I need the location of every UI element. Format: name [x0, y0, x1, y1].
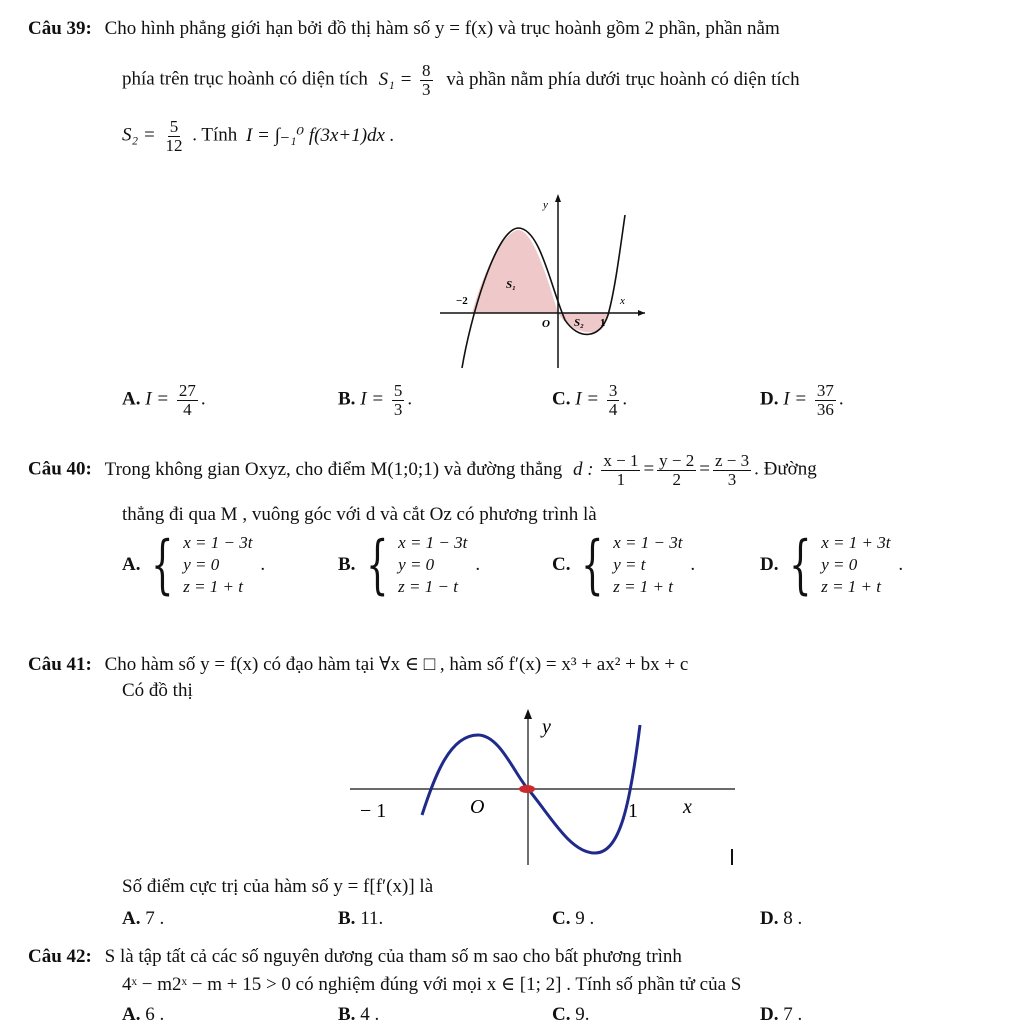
frac-den: 1 [616, 469, 626, 489]
option-letter: B. [338, 908, 356, 929]
d-frac-y [657, 452, 696, 489]
q41-label: Câu 41: [28, 654, 92, 675]
s1-den: 3 [422, 79, 431, 99]
q41-option-d[interactable] [760, 908, 802, 930]
s2-lhs: S₂ = [122, 124, 156, 146]
q42-line1 [28, 946, 682, 968]
option-lhs: I = [783, 388, 808, 410]
s1-fraction [420, 62, 433, 99]
graph2-x-label: x [683, 796, 692, 818]
option-den: 36 [816, 399, 834, 419]
d-frac-x [601, 452, 640, 489]
option-text: 11. [360, 908, 384, 929]
option-num: 37 [816, 381, 834, 400]
sys-line2: y = 0 [183, 555, 220, 575]
graph1-minus2-label: −2 [456, 295, 468, 307]
q39-graph [440, 190, 650, 370]
option-num: 27 [178, 381, 196, 400]
s2-den: 12 [165, 135, 183, 155]
q42-label: Câu 42: [28, 946, 92, 967]
sys-line2: y = t [613, 555, 646, 575]
d-frac-z [713, 452, 751, 489]
option-den: 4 [608, 399, 618, 419]
option-letter: B. [338, 388, 356, 410]
option-fraction [607, 382, 620, 419]
q41-line3 [122, 876, 433, 898]
option-letter: C. [552, 1004, 571, 1025]
graph1-s1-label: S₁ [506, 279, 516, 291]
brace-icon: { [581, 528, 605, 603]
option-lhs: I = [575, 388, 600, 410]
graph1-s2-label: S₂ [574, 317, 584, 329]
q39-text1: Cho hình phẳng giới hạn bởi đồ thị hàm số y = f(x) và trục hoành gồm 2 phần, phần nằm [104, 18, 780, 39]
graph1-x-label: x [620, 295, 625, 307]
q39-option-c[interactable] [552, 382, 627, 419]
brace-icon: { [789, 528, 813, 603]
graph1-o-label: O [542, 318, 550, 330]
cursor-mark [731, 849, 733, 865]
option-tail: . [898, 554, 904, 576]
q41-text1: Cho hàm số y = f(x) có đạo hàm tại ∀x ∈ □ , hàm số f′(x) = x³ + ax² + bx + c [104, 654, 689, 675]
option-tail: . [690, 554, 696, 576]
sys-line3: z = 1 + t [613, 577, 673, 597]
s2-fraction [163, 118, 184, 155]
sys-line3: z = 1 + t [183, 577, 243, 597]
sys-line3: z = 1 − t [398, 577, 458, 597]
option-text: 4 . [360, 1004, 380, 1025]
q39-text2b: và phần nằm phía dưới trục hoành có diện tích [446, 68, 800, 90]
sys-line1: x = 1 + 3t [821, 533, 891, 552]
q39-line2 [122, 62, 800, 99]
q39-option-d[interactable] [760, 382, 844, 419]
q42-option-c[interactable] [552, 1004, 589, 1026]
q42-option-d[interactable] [760, 1004, 802, 1026]
option-tail: . [260, 554, 266, 576]
q41-text2: Có đồ thị [122, 680, 193, 701]
graph1-one-label: 1 [600, 317, 606, 329]
q40-line1: Câu 40: Trong không gian Oxyz, cho điểm M(1;0;1) và đường thẳng d : $\frac{x - 1}{1}$ = $\frac{y - 2}{2}$ = $\frac{z - 3}{3}$ . Đường [28, 451, 817, 489]
q39-label: Câu 39: [28, 18, 92, 39]
q40-text2: thẳng đi qua M , vuông góc với d và cắt Oz có phương trình là [122, 504, 597, 525]
frac-den: 2 [672, 469, 681, 489]
graph2-one-label: 1 [628, 800, 638, 822]
sys-line1: x = 1 − 3t [183, 533, 253, 552]
option-letter: B. [338, 1004, 356, 1025]
frac-num: y − 2 [659, 451, 695, 470]
graph1-y-label: y [543, 199, 548, 211]
q40-option-b[interactable] [338, 528, 481, 603]
option-letter: D. [760, 1004, 779, 1025]
y-axis-arrow [524, 709, 532, 719]
q42-text1: S là tập tất cả các số nguyên dương của tham số m sao cho bất phương trình [104, 946, 682, 967]
option-lhs: I = [360, 388, 385, 410]
q40-option-c[interactable] [552, 528, 696, 603]
option-letter: A. [122, 554, 141, 576]
x-axis-arrow [638, 310, 645, 316]
option-den: 3 [393, 399, 403, 419]
option-text: 9. [575, 1004, 590, 1025]
option-text: 9 . [575, 908, 595, 929]
q40-text1b: . Đường [754, 458, 817, 480]
frac-den: 3 [727, 469, 737, 489]
origin-marker [519, 785, 535, 793]
q39-text3: . Tính [192, 124, 238, 146]
option-tail: . [838, 388, 844, 410]
brace-icon: { [151, 528, 175, 603]
sys-line1: x = 1 − 3t [613, 533, 683, 552]
q39-line3 [122, 118, 394, 155]
q40-option-d[interactable] [760, 528, 904, 603]
option-lhs: I = [145, 388, 170, 410]
q40-text1a: Trong không gian Oxyz, cho điểm M(1;0;1) và đường thẳng [104, 458, 563, 480]
option-tail: . [200, 388, 206, 410]
d-label: d : [573, 458, 594, 480]
q40-label: Câu 40: [28, 458, 92, 480]
q41-text3: Số điểm cực trị của hàm số y = f[f′(x)] là [122, 876, 434, 897]
q42-option-b[interactable] [338, 1004, 379, 1026]
q42-text2: 4ˣ − m2ˣ − m + 15 > 0 có nghiệm đúng với mọi x ∈ [1; 2] . Tính số phần tử của S [122, 974, 742, 995]
q39-text2a: phía trên trục hoành có diện tích [122, 68, 368, 90]
option-letter: B. [338, 554, 356, 576]
graph2-o-label: O [470, 796, 485, 818]
option-letter: A. [122, 908, 141, 929]
sys-line3: z = 1 + t [821, 577, 881, 597]
option-letter: C. [552, 388, 571, 410]
option-text: 6 . [145, 1004, 165, 1025]
q41-option-a[interactable] [122, 908, 164, 930]
frac-num: z − 3 [714, 451, 750, 470]
q39-integral: I = ∫₋₁⁰ f(3x+1)dx . [245, 124, 395, 146]
option-letter: D. [760, 388, 779, 410]
q42-option-a[interactable] [122, 1004, 164, 1026]
s1-num: 8 [422, 61, 431, 80]
option-num: 5 [393, 381, 403, 400]
option-fraction [392, 382, 405, 419]
graph2-minus1-label: − 1 [360, 800, 387, 822]
sys-line2: y = 0 [398, 555, 435, 575]
option-fraction [815, 382, 836, 419]
brace-icon: { [366, 528, 389, 603]
option-letter: A. [122, 1004, 141, 1025]
sys-line1: x = 1 − 3t [398, 533, 468, 552]
option-tail: . [475, 554, 481, 576]
option-den: 4 [183, 399, 192, 419]
graph2-y-label: y [542, 716, 551, 738]
frac-num: x − 1 [603, 451, 639, 470]
q39-option-b[interactable] [338, 382, 412, 419]
q42-line2 [122, 974, 741, 996]
option-text: 8 . [783, 908, 803, 929]
s1-lhs: S₁ = [378, 68, 413, 90]
q40-option-a[interactable] [122, 528, 266, 603]
option-letter: A. [122, 388, 141, 410]
option-tail: . [407, 388, 413, 410]
s1-shaded-region [472, 230, 558, 313]
q41-option-b[interactable] [338, 908, 383, 930]
q40-line2 [122, 504, 597, 526]
q39-option-a[interactable] [122, 382, 206, 419]
option-tail: . [622, 388, 628, 410]
q41-graph [350, 705, 750, 865]
s2-num: 5 [169, 117, 179, 136]
q39-line1 [28, 18, 780, 40]
option-letter: D. [760, 908, 779, 929]
option-fraction [177, 382, 198, 419]
option-letter: C. [552, 554, 571, 576]
option-text: 7 . [145, 908, 165, 929]
option-num: 3 [608, 381, 618, 400]
option-text: 7 . [783, 1004, 803, 1025]
sys-line2: y = 0 [821, 555, 858, 575]
option-letter: C. [552, 908, 571, 929]
q41-line2 [122, 680, 193, 702]
y-axis-arrow [555, 194, 561, 202]
q41-option-c[interactable] [552, 908, 594, 930]
option-letter: D. [760, 554, 779, 576]
q41-line1 [28, 654, 688, 676]
